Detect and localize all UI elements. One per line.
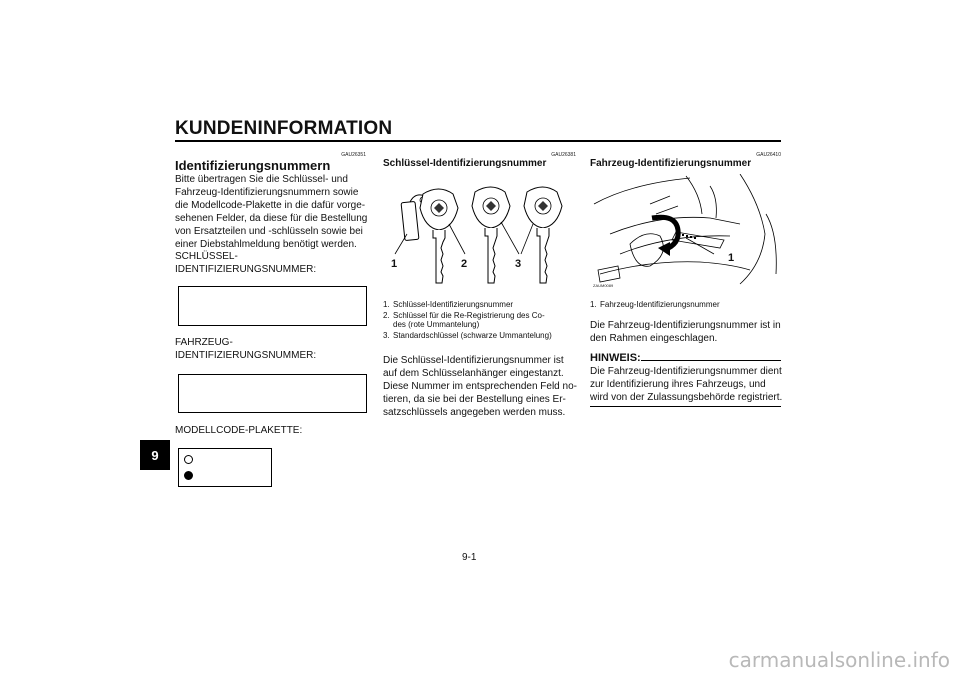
watermark: carmanualsonline.info	[728, 648, 950, 672]
section-code: GAU26351	[341, 152, 366, 158]
note-text: Die Fahrzeug-Identifizierungsnummer dient zur Identifizierung ihres Fahrzeugs, und wird von der Zulassungsbehörde registriert.	[590, 366, 783, 403]
key-1	[420, 189, 458, 283]
section-heading: Fahrzeug-Identifizierungsnummer	[590, 158, 752, 169]
vehicle-frame-figure	[590, 174, 782, 290]
leader-line-1	[395, 234, 407, 254]
figure-code: ZAUM0089	[593, 283, 614, 288]
model-code-field[interactable]	[178, 448, 272, 487]
hollow-circle-icon	[184, 455, 193, 464]
chapter-tab: 9	[140, 440, 170, 470]
keys-figure	[383, 178, 578, 290]
key-number-text: Die Schlüssel-Identifizierungsnummer ist auf dem Schlüsselanhänger eingestanzt. Diese Nummer im entsprechenden Feld no- tieren, da sie bei der Bestellung eines Er- satzschlüssels angegeben werden muss.	[383, 355, 577, 418]
key-number-label: SCHLÜSSEL-	[175, 251, 238, 263]
leader-line-3b	[521, 224, 533, 254]
vehicle-caption: 1. Fahrzeug-Identifizierungsnummer	[590, 300, 720, 309]
callout-2: 2	[461, 258, 468, 270]
note-title: HINWEIS:	[590, 352, 641, 364]
note-rule-top	[641, 360, 781, 361]
intro-text: Bitte übertragen Sie die Schlüssel- und Fahrzeug-Identifizierungsnummern sowie die Modellcode-Plakette in die dafür vorge- sehenen Felder, da diese für die Bestellung von Ersatzteilen und -schlüsseln sowie bei einer Diebstahlmeldung benötigt werden. SCHLÜSSEL- IDENTIFIZIERUNGSNUMMER:	[175, 174, 370, 277]
caption-item: 2. Schlüssel für die Re-Registrierung des Co- des (rote Ummantelung)	[383, 310, 545, 330]
callout-3: 3	[515, 258, 522, 270]
section-heading: Schlüssel-Identifizierungsnummer	[383, 158, 547, 169]
section-code: GAU26381	[551, 152, 576, 158]
filled-circle-icon	[184, 471, 193, 480]
callout-1: 1	[391, 258, 398, 270]
leader-line-3a	[501, 222, 519, 254]
section-code: GAU26410	[756, 152, 781, 158]
vehicle-number-text: Die Fahrzeug-Identifizierungsnummer ist in den Rahmen eingeschlagen.	[590, 320, 781, 344]
keys-caption-list	[383, 300, 583, 340]
vehicle-number-field[interactable]	[178, 374, 367, 413]
key-3	[524, 187, 562, 283]
vehicle-number-label: FAHRZEUG- IDENTIFIZIERUNGSNUMMER:	[175, 337, 317, 361]
key-2	[472, 187, 510, 283]
page-title: KUNDENINFORMATION	[175, 118, 393, 139]
title-rule	[175, 140, 781, 142]
caption-item: 3. Standardschlüssel (schwarze Ummantelung)	[383, 330, 552, 340]
key-number-field[interactable]	[178, 286, 367, 326]
caption-item: 1. Schlüssel-Identifizierungsnummer	[383, 300, 514, 309]
page-number: 9-1	[462, 552, 477, 563]
note-rule-bottom	[590, 406, 781, 407]
callout-1: 1	[728, 252, 735, 264]
model-code-label: MODELLCODE-PLAKETTE:	[175, 425, 303, 436]
leader-line-2	[449, 224, 465, 254]
section-heading: Identifizierungsnummern	[175, 158, 331, 173]
